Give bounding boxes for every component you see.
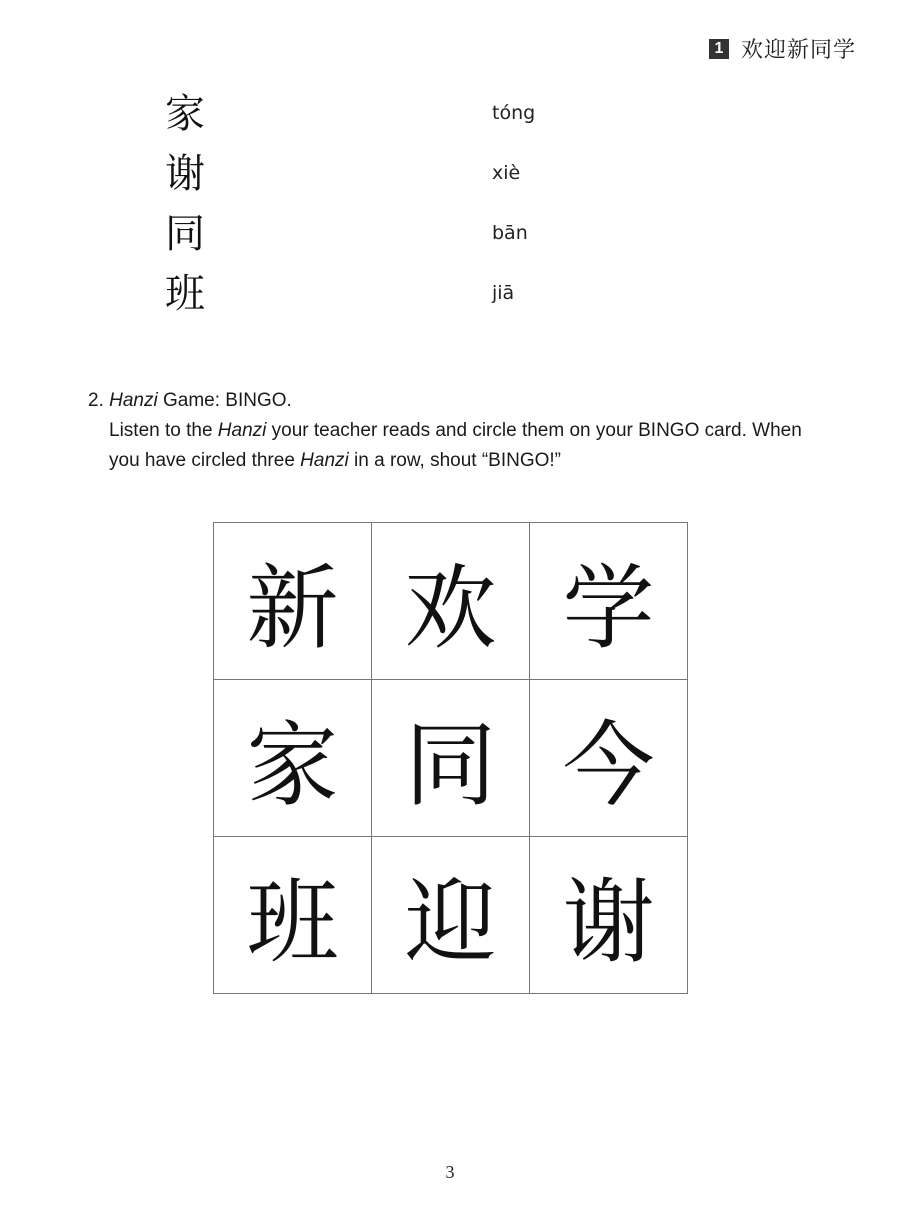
task-2-instructions bbox=[88, 386, 828, 476]
bingo-cell[interactable]: 同 bbox=[372, 680, 530, 837]
bingo-cell[interactable]: 班 bbox=[214, 837, 372, 994]
pinyin-item: jiā bbox=[492, 282, 515, 304]
lesson-number-badge: 1 bbox=[709, 39, 729, 59]
task-2-title: 2. Hanzi Game: BINGO. bbox=[88, 390, 292, 411]
bingo-cell[interactable]: 今 bbox=[530, 680, 688, 837]
task-2-line-2: you have circled three Hanzi in a row, shout “BINGO!” bbox=[109, 450, 561, 471]
bingo-cell[interactable]: 学 bbox=[530, 523, 688, 680]
page-number: 3 bbox=[445, 1162, 455, 1182]
pinyin-item: tóng bbox=[492, 102, 536, 124]
bingo-cell[interactable]: 家 bbox=[214, 680, 372, 837]
bingo-cell[interactable]: 欢 bbox=[372, 523, 530, 680]
pinyin-item: xiè bbox=[492, 162, 521, 184]
lesson-header bbox=[709, 33, 856, 64]
task-2-line-1: Listen to the Hanzi your teacher reads and circle them on your BINGO card. When bbox=[109, 420, 802, 441]
lesson-title: 欢迎新同学 bbox=[740, 38, 856, 63]
hanzi-item: 家 bbox=[165, 91, 205, 137]
bingo-cell[interactable]: 谢 bbox=[530, 837, 688, 994]
bingo-row bbox=[214, 523, 688, 680]
bingo-card bbox=[213, 522, 688, 994]
hanzi-item: 班 bbox=[165, 271, 205, 317]
bingo-cell[interactable]: 迎 bbox=[372, 837, 530, 994]
hanzi-item: 同 bbox=[165, 211, 205, 257]
bingo-row bbox=[214, 837, 688, 994]
hanzi-item: 谢 bbox=[165, 151, 205, 197]
bingo-cell[interactable]: 新 bbox=[214, 523, 372, 680]
bingo-row bbox=[214, 680, 688, 837]
pinyin-item: bān bbox=[492, 222, 528, 244]
